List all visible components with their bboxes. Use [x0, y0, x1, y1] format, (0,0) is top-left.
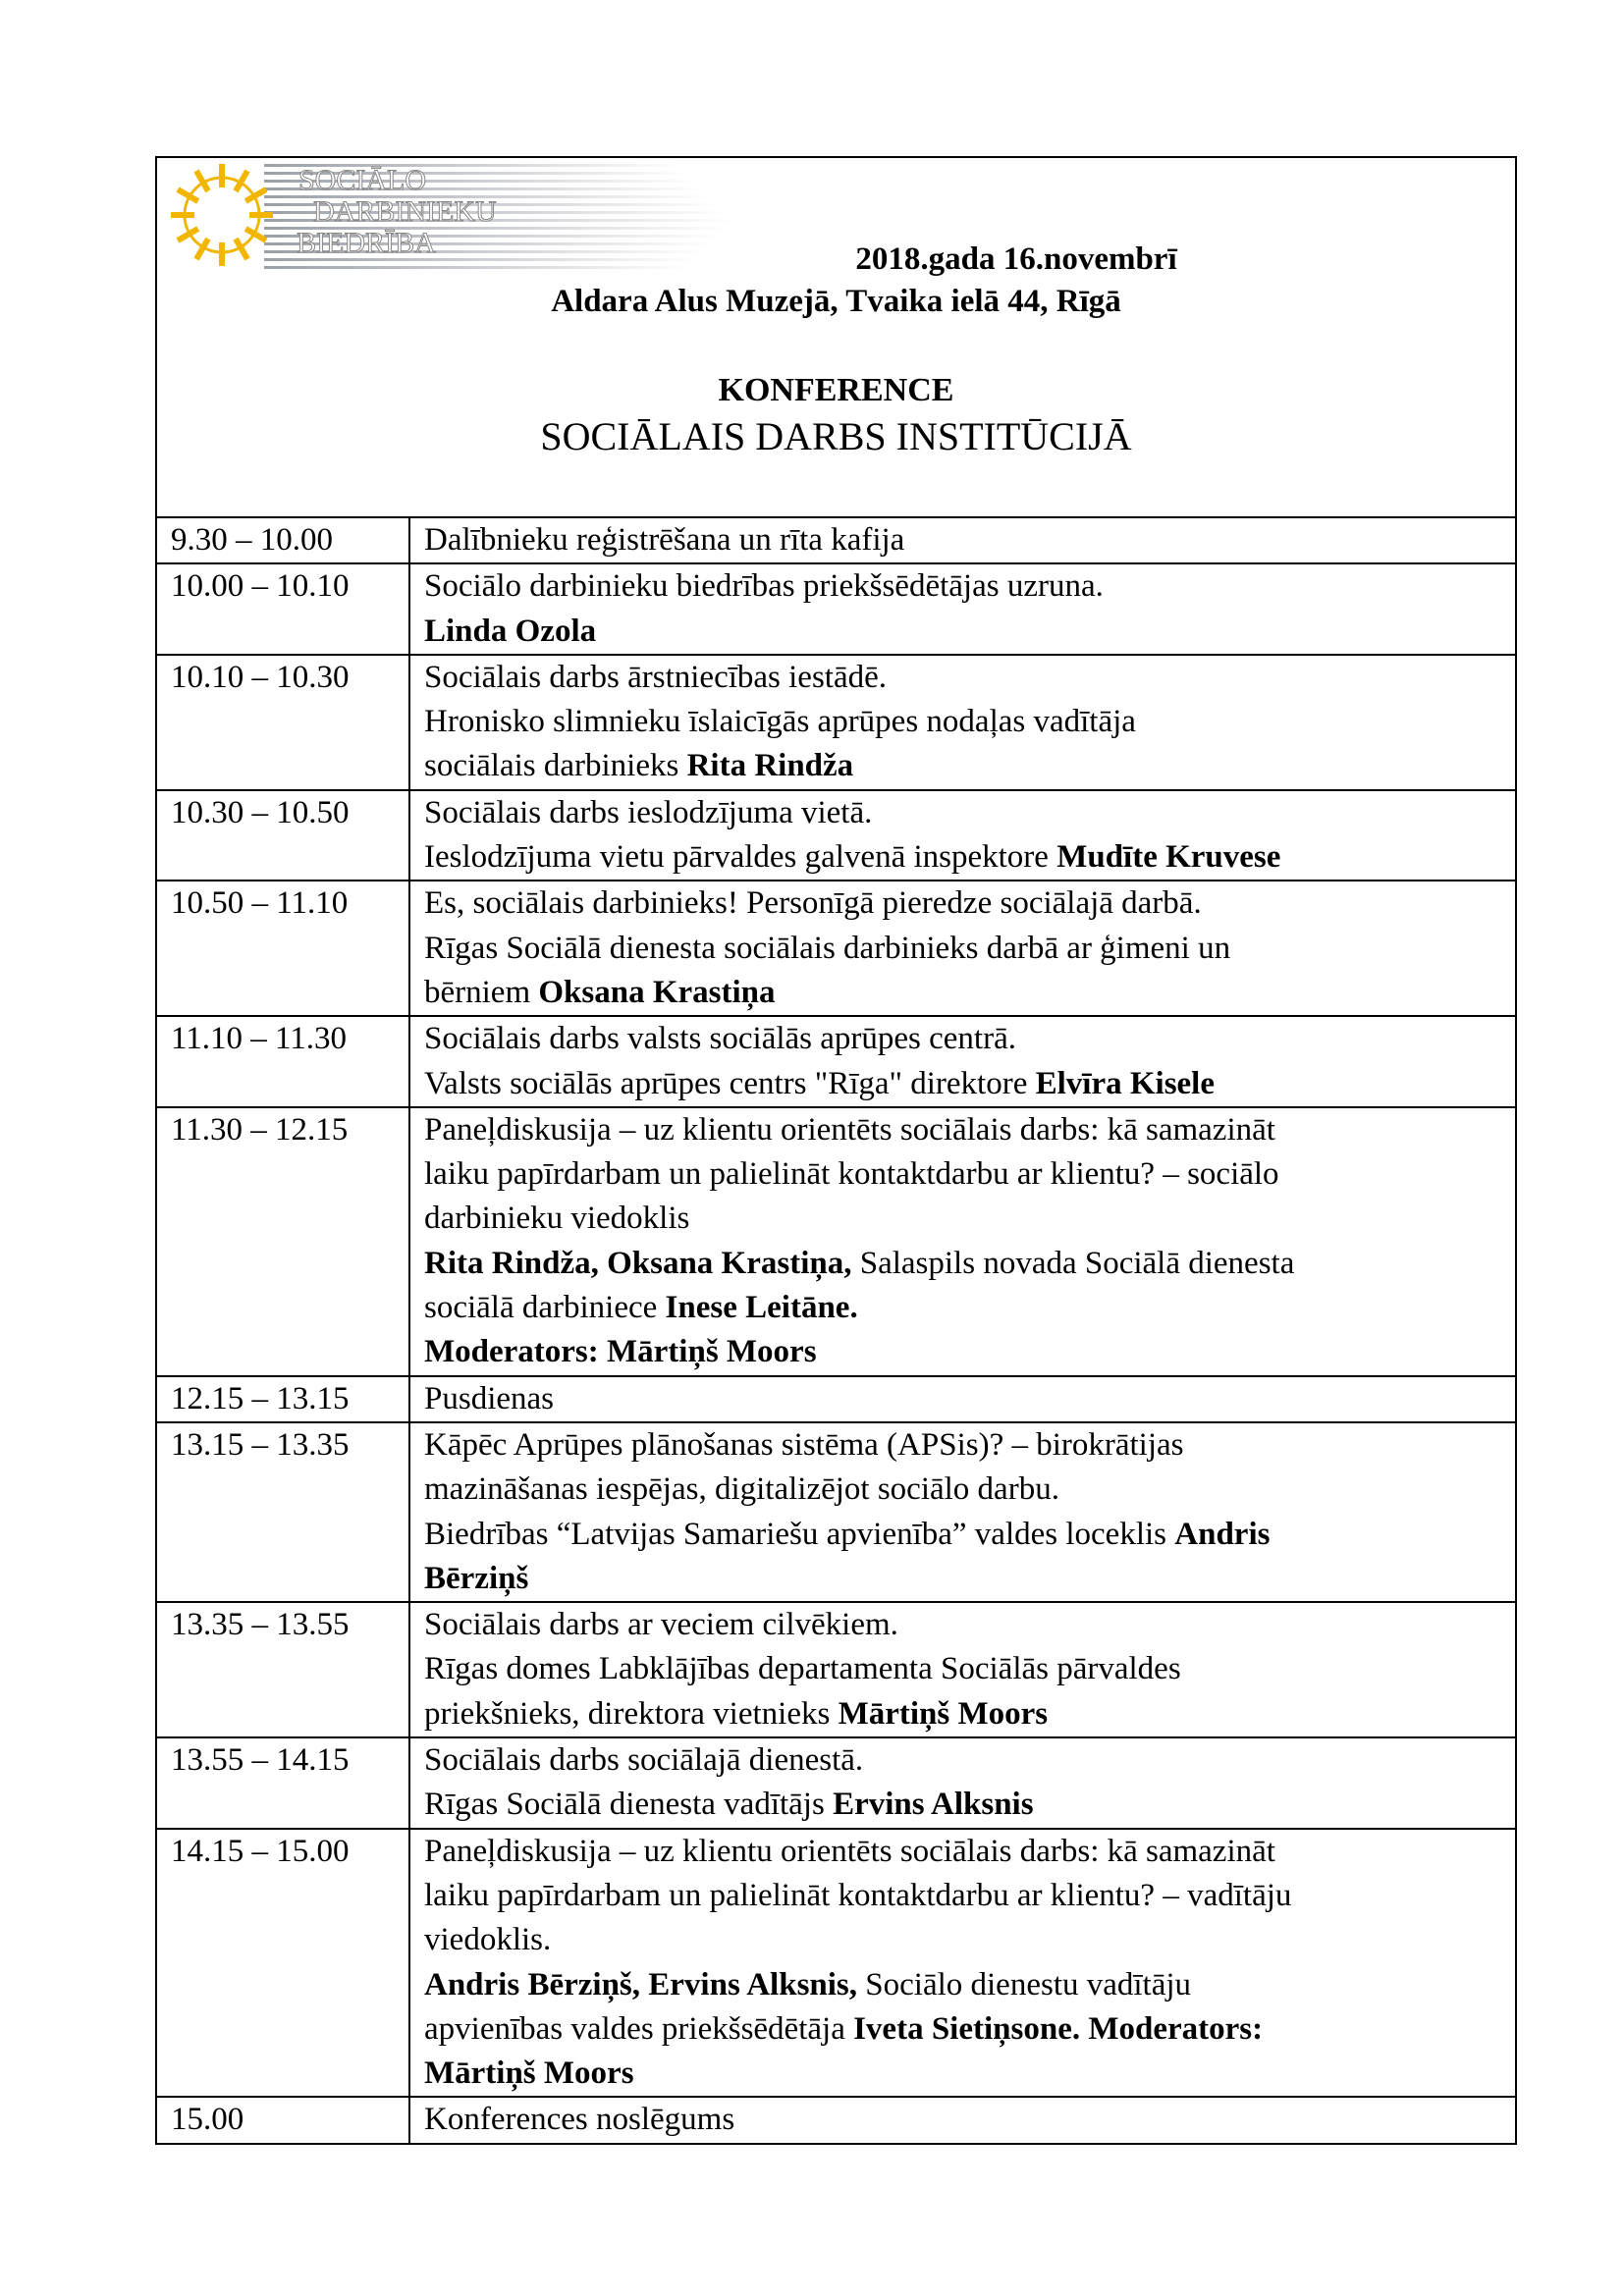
speaker-name: Mārtiņš Moors — [424, 2056, 634, 2092]
speaker-name: Moderators: Mārtiņš Moors — [424, 1334, 817, 1370]
event-date: 2018.gada 16.novembrī — [855, 241, 1177, 277]
description-line — [424, 656, 1515, 700]
schedule-row — [157, 1829, 1515, 2098]
description-line — [424, 2098, 1515, 2142]
schedule-row — [157, 518, 1515, 563]
speaker-name: Iveta Sietiņsone. Moderators: — [853, 2010, 1264, 2047]
event-title: SOCIĀLAIS DARBS INSTITŪCIJĀ — [540, 414, 1132, 458]
description-line — [424, 1242, 1515, 1286]
speaker-name: Mudīte Kruvese — [1056, 839, 1281, 876]
description-line — [424, 700, 1515, 744]
description-text: Sociālais darbs ar veciem cilvēkiem. — [424, 1607, 898, 1643]
description-line — [424, 835, 1515, 880]
description-text: Sociālo darbinieku biedrības priekšsēdētājas uzruna. — [424, 568, 1104, 605]
description-line — [424, 1603, 1515, 1647]
speaker-name: Elvīra Kisele — [1035, 1065, 1215, 1101]
description-line — [424, 1692, 1515, 1736]
schedule-row — [157, 1376, 1515, 1422]
schedule-row — [157, 1107, 1515, 1376]
schedule-row — [157, 1422, 1515, 1602]
description-line — [424, 1017, 1515, 1061]
speaker-name: Rita Rindža — [686, 748, 854, 784]
description-line — [424, 1963, 1515, 2007]
description-text: darbinieku viedoklis — [424, 1201, 690, 1237]
description-text: Rīgas Sociālā dienesta vadītājs — [424, 1787, 834, 1823]
description-text: Dalībnieku reģistrēšana un rīta kafija — [424, 522, 905, 558]
event-venue: Aldara Alus Muzejā, Tvaika ielā 44, Rīgā — [551, 284, 1121, 319]
session-time: 10.50 – 11.10 — [157, 881, 409, 1016]
description-text: Biedrības “Latvijas Samariešu apvienība” valdes loceklis — [424, 1516, 1175, 1552]
session-description — [409, 1422, 1515, 1602]
schedule-row — [157, 1602, 1515, 1737]
description-line — [424, 610, 1515, 654]
description-line — [424, 2007, 1515, 2052]
schedule-row — [157, 563, 1515, 655]
session-time: 11.30 – 12.15 — [157, 1107, 409, 1376]
description-line — [424, 1108, 1515, 1152]
description-text: Es, sociālais darbinieks! Personīgā pieredze sociālajā darbā. — [424, 885, 1202, 922]
description-line — [424, 1152, 1515, 1197]
session-time: 12.15 – 13.15 — [157, 1376, 409, 1422]
session-time: 10.00 – 10.10 — [157, 563, 409, 655]
program-frame — [155, 156, 1517, 2145]
description-text: sociālais darbinieks — [424, 748, 687, 784]
session-time: 15.00 — [157, 2097, 409, 2142]
session-time: 10.10 – 10.30 — [157, 655, 409, 790]
speaker-name: Inese Leitāne. — [665, 1290, 858, 1326]
session-description — [409, 1107, 1515, 1376]
description-text: Sociālais darbs valsts sociālās aprūpes centrā. — [424, 1021, 1016, 1057]
session-time: 13.35 – 13.55 — [157, 1602, 409, 1737]
description-text: Sociālais darbs ieslodzījuma vietā. — [424, 794, 873, 830]
program-header — [157, 158, 1515, 518]
description-text: Salaspils novada Sociālā dienesta — [851, 1245, 1295, 1281]
svg-text:SOCIĀLO: SOCIĀLO — [298, 164, 427, 196]
description-text: priekšnieks, direktora vietnieks — [424, 1695, 839, 1732]
description-line — [424, 881, 1515, 926]
description-line — [424, 518, 1515, 562]
session-time: 11.10 – 11.30 — [157, 1016, 409, 1107]
svg-text:DARBINIEKU: DARBINIEKU — [313, 195, 497, 228]
session-time: 13.15 – 13.35 — [157, 1422, 409, 1602]
description-line — [424, 1286, 1515, 1330]
description-text: Valsts sociālās aprūpes centrs "Rīga" direktore — [424, 1065, 1036, 1101]
description-line — [424, 1468, 1515, 1512]
speaker-name: Linda Ozola — [424, 613, 597, 649]
sun-icon — [171, 164, 273, 266]
session-time: 9.30 – 10.00 — [157, 518, 409, 563]
event-type: KONFERENCE — [718, 372, 954, 408]
description-line — [424, 1062, 1515, 1106]
speaker-name: Oksana Krastiņa — [538, 974, 776, 1010]
session-description — [409, 563, 1515, 655]
description-text: Hronisko slimnieku īslaicīgās aprūpes nodaļas vadītāja — [424, 704, 1136, 740]
speaker-name: Rita Rindža, Oksana Krastiņa, — [424, 1245, 852, 1281]
speaker-name: Mārtiņš Moors — [838, 1695, 1049, 1732]
schedule-row — [157, 881, 1515, 1016]
description-text: mazināšanas iespējas, digitalizējot sociālo darbu. — [424, 1471, 1059, 1508]
description-text: bērniem — [424, 974, 539, 1010]
description-text: Ieslodzījuma vietu pārvaldes galvenā inspektore — [424, 839, 1057, 876]
schedule-row — [157, 1737, 1515, 1829]
description-line — [424, 1647, 1515, 1691]
description-line — [424, 1513, 1515, 1557]
speaker-name: Ervins Alksnis — [833, 1787, 1034, 1823]
description-line — [424, 1330, 1515, 1374]
description-text: Rīgas Sociālā dienesta sociālais darbinieks darbā ar ģimeni un — [424, 930, 1231, 966]
description-line — [424, 791, 1515, 835]
description-line — [424, 1423, 1515, 1468]
session-time: 10.30 – 10.50 — [157, 790, 409, 881]
description-text: laiku papīrdarbam un palielināt kontaktdarbu ar klientu? – vadītāju — [424, 1877, 1292, 1913]
schedule-row — [157, 1016, 1515, 1107]
description-text: apvienības valdes priekšsēdētāja — [424, 2010, 854, 2047]
session-description — [409, 1016, 1515, 1107]
description-text: Paneļdiskusija – uz klientu orientēts sociālais darbs: kā samazināt — [424, 1833, 1275, 1869]
session-time: 13.55 – 14.15 — [157, 1737, 409, 1829]
description-line — [424, 1918, 1515, 1962]
schedule-row — [157, 655, 1515, 790]
session-description — [409, 1602, 1515, 1737]
session-description — [409, 1829, 1515, 2098]
schedule-table — [157, 518, 1515, 2143]
description-text: Sociālais darbs sociālajā dienestā. — [424, 1742, 864, 1779]
session-description — [409, 790, 1515, 881]
description-line — [424, 2052, 1515, 2096]
description-text: Paneļdiskusija – uz klientu orientēts sociālais darbs: kā samazināt — [424, 1111, 1275, 1148]
session-description — [409, 518, 1515, 563]
description-text: Kāpēc Aprūpes plānošanas sistēma (APSis)? – birokrātijas — [424, 1426, 1184, 1463]
description-line — [424, 971, 1515, 1015]
description-line — [424, 1783, 1515, 1827]
description-text: sociālā darbiniece — [424, 1290, 666, 1326]
description-text: Pusdienas — [424, 1380, 554, 1416]
description-text: laiku papīrdarbam un palielināt kontaktdarbu ar klientu? – sociālo — [424, 1156, 1279, 1193]
session-description — [409, 881, 1515, 1016]
session-description — [409, 1376, 1515, 1422]
description-line — [424, 1377, 1515, 1421]
description-line — [424, 1197, 1515, 1241]
association-logo — [171, 158, 760, 276]
description-line — [424, 1830, 1515, 1874]
session-description — [409, 1737, 1515, 1829]
description-line — [424, 564, 1515, 609]
description-line — [424, 1738, 1515, 1783]
session-time: 14.15 – 15.00 — [157, 1829, 409, 2098]
description-text: Konferences noslēgums — [424, 2102, 735, 2138]
speaker-name: Andris Bērziņš, Ervins Alksnis, — [424, 1966, 858, 2002]
schedule-row — [157, 2097, 1515, 2142]
speaker-name: Andris — [1174, 1516, 1271, 1552]
description-line — [424, 1557, 1515, 1601]
description-line — [424, 744, 1515, 788]
speaker-name: Bērziņš — [424, 1560, 529, 1596]
session-description — [409, 2097, 1515, 2142]
svg-text:BIEDRĪBA: BIEDRĪBA — [297, 227, 436, 259]
description-text: Rīgas domes Labklājības departamenta Sociālās pārvaldes — [424, 1651, 1181, 1687]
session-description — [409, 655, 1515, 790]
description-text: Sociālais darbs ārstniecības iestādē. — [424, 659, 888, 695]
description-text: viedoklis. — [424, 1922, 552, 1958]
description-line — [424, 927, 1515, 971]
description-line — [424, 1874, 1515, 1918]
schedule-row — [157, 790, 1515, 881]
description-text: Sociālo dienestu vadītāju — [857, 1966, 1192, 2002]
